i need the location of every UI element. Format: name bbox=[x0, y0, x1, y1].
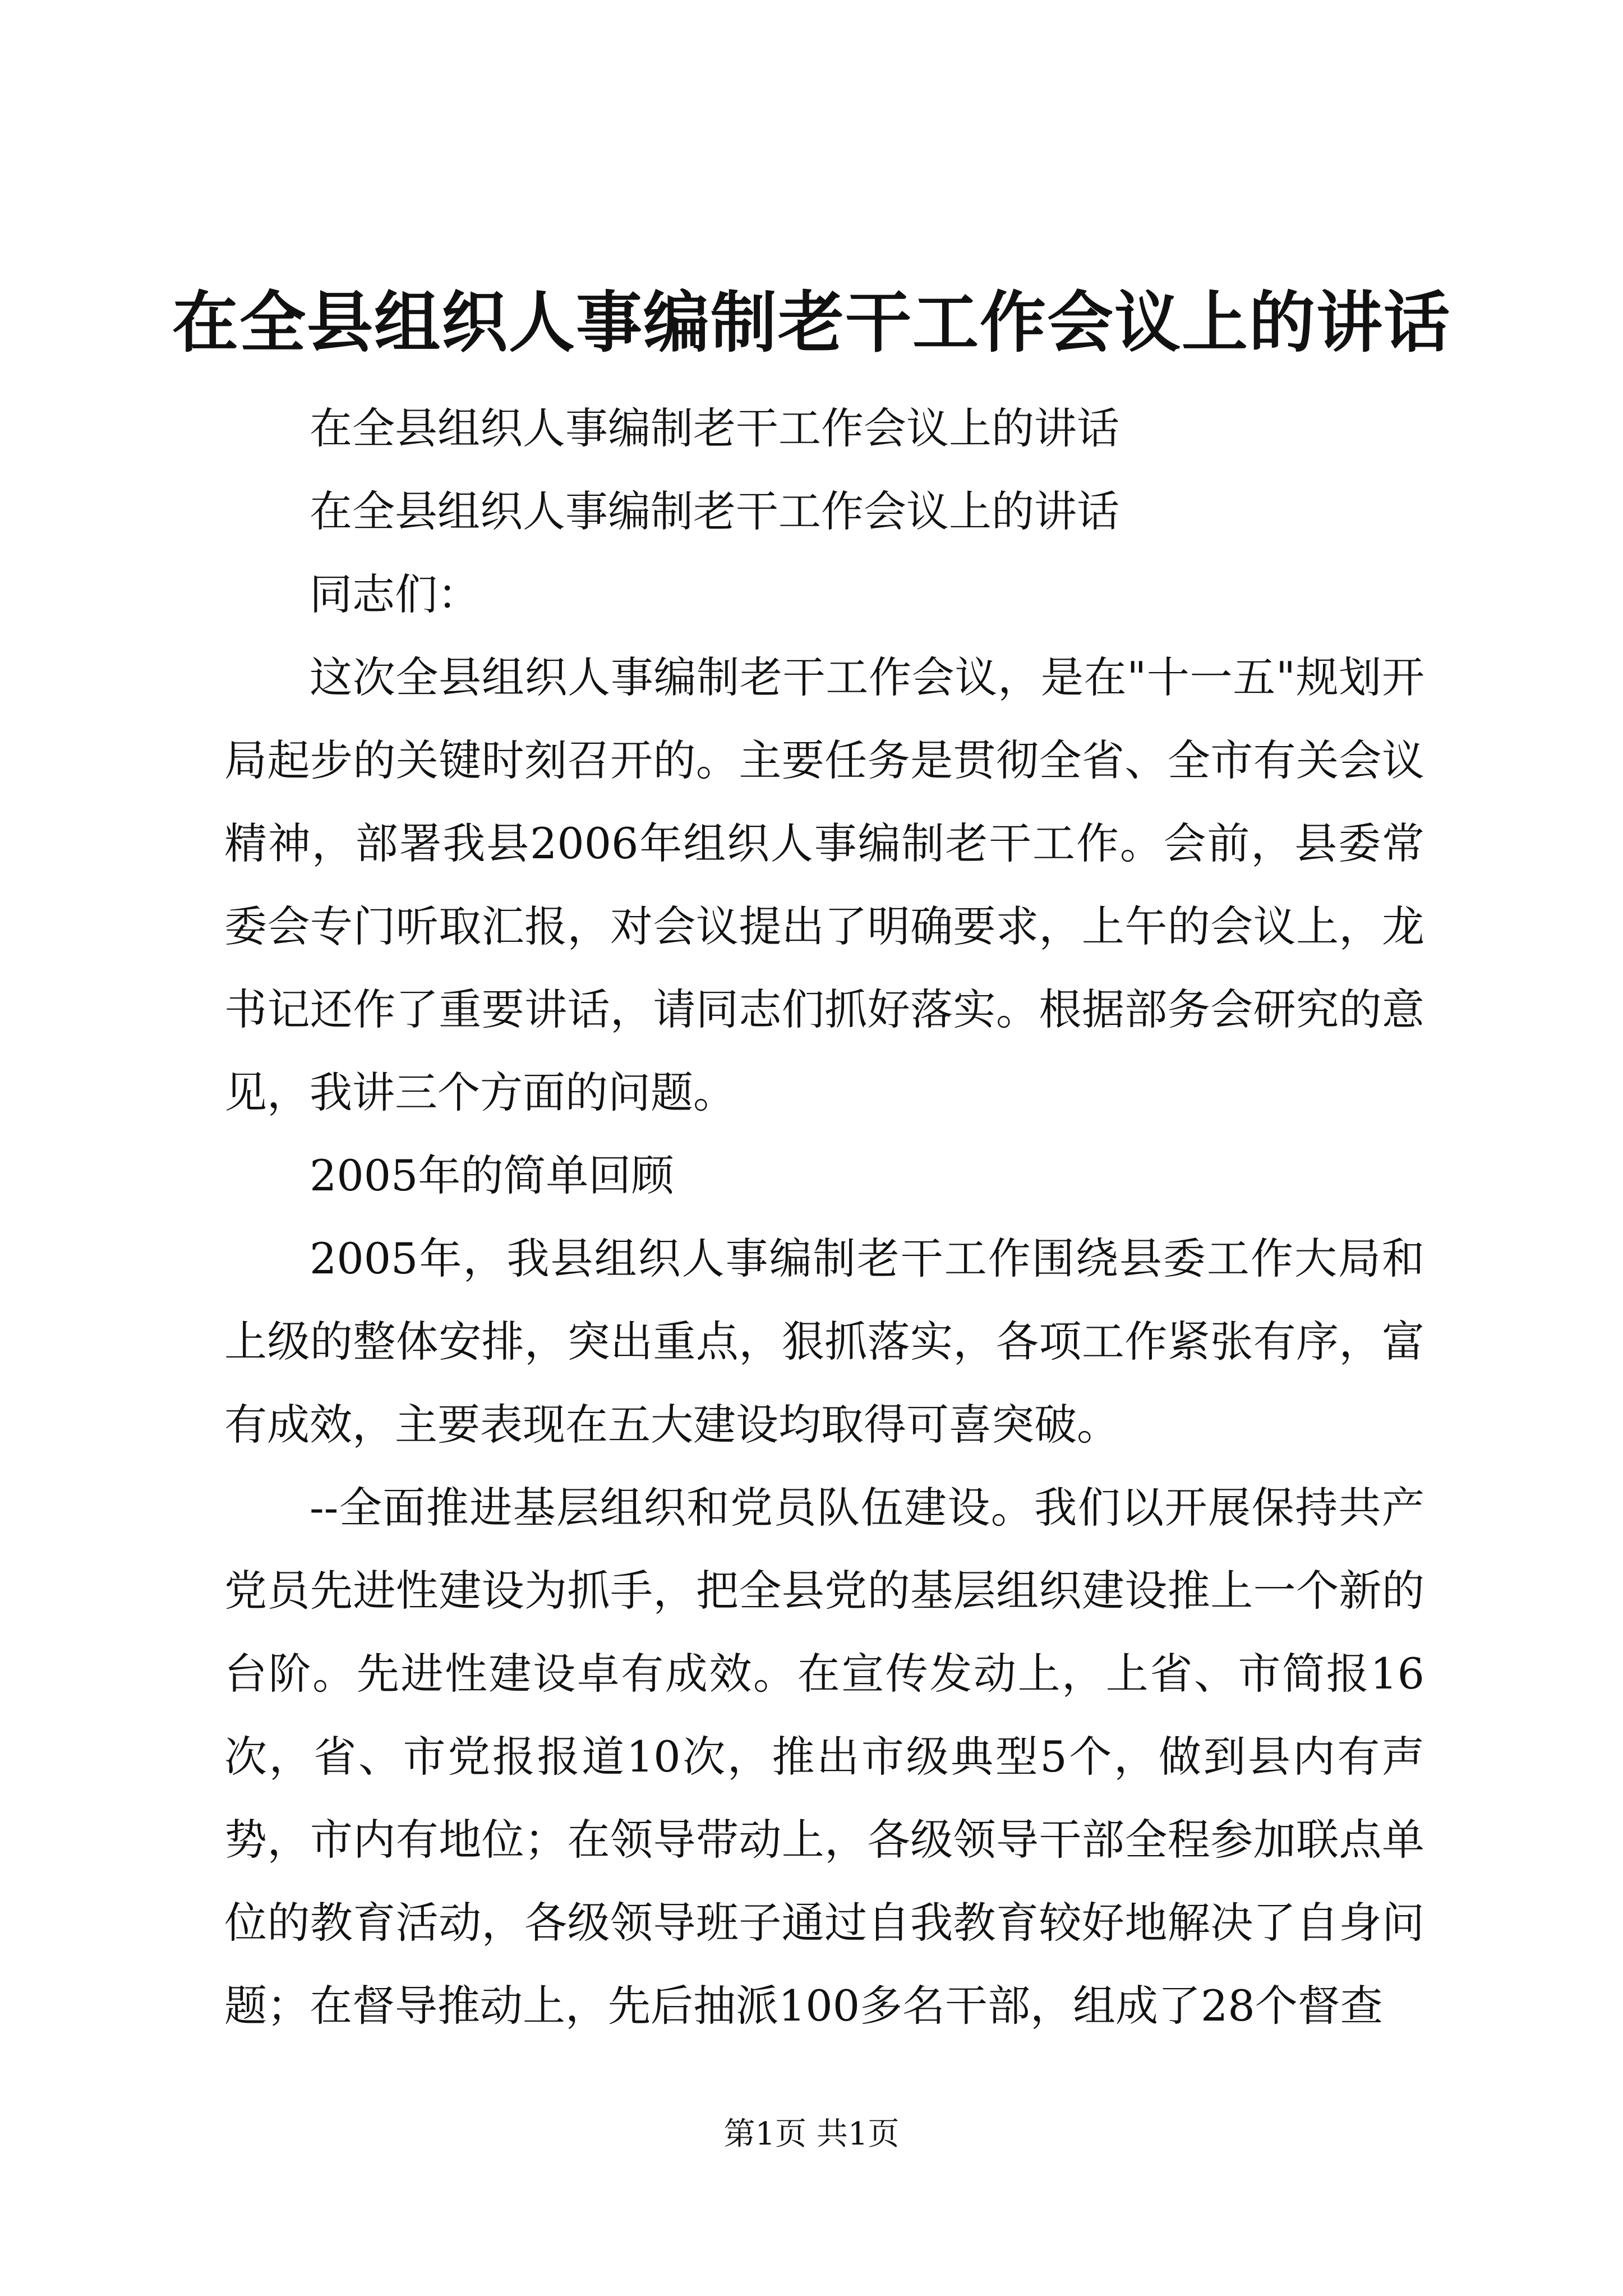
paragraph: 在全县组织人事编制老干工作会议上的讲话 bbox=[310, 486, 1119, 536]
section-heading: 2005年的简单回顾 bbox=[310, 1151, 674, 1200]
paragraph: 2005年，我县组织人事编制老干工作围绕县委工作大局和上级的整体安排，突出重点，狠抓落实，各项工作紧张有序，富有成效，主要表现在五大建设均取得可喜突破。 bbox=[224, 1234, 1424, 1450]
document-body bbox=[224, 387, 1424, 2047]
salutation: 同志们： bbox=[310, 569, 480, 619]
paragraph: 这次全县组织人事编制老干工作会议，是在"十一五"规划开局起步的关键时刻召开的。主要任务是贯彻全省、全市有关会议精神，部署我县2006年组织人事编制老干工作。会前，县委常委会专门听取汇报，对会议提出了明确要求，上午的会议上，龙书记还作了重要讲话，请同志们抓好落实。根据部务会研究的意见，我讲三个方面的问题。 bbox=[224, 652, 1424, 1117]
page-footer: 第1页 共1页 bbox=[723, 2116, 900, 2152]
paragraph: --全面推进基层组织和党员队伍建设。我们以开展保持共产党员先进性建设为抓手，把全县党的基层组织建设推上一个新的台阶。先进性建设卓有成效。在宣传发动上，上省、市简报16次，省、市党报报道10次，推出市级典型5个，做到县内有声势，市内有地位；在领导带动上，各级领导干部全程参加联点单位的教育活动，各级领导班子通过自我教育较好地解决了自身问题；在督导推动上，先后抽派100多名干部，组成了28个督查 bbox=[224, 1483, 1424, 2031]
page-title: 在全县组织人事编制老干工作会议上的讲话 bbox=[172, 283, 1451, 361]
paragraph: 在全县组织人事编制老干工作会议上的讲话 bbox=[310, 403, 1119, 453]
